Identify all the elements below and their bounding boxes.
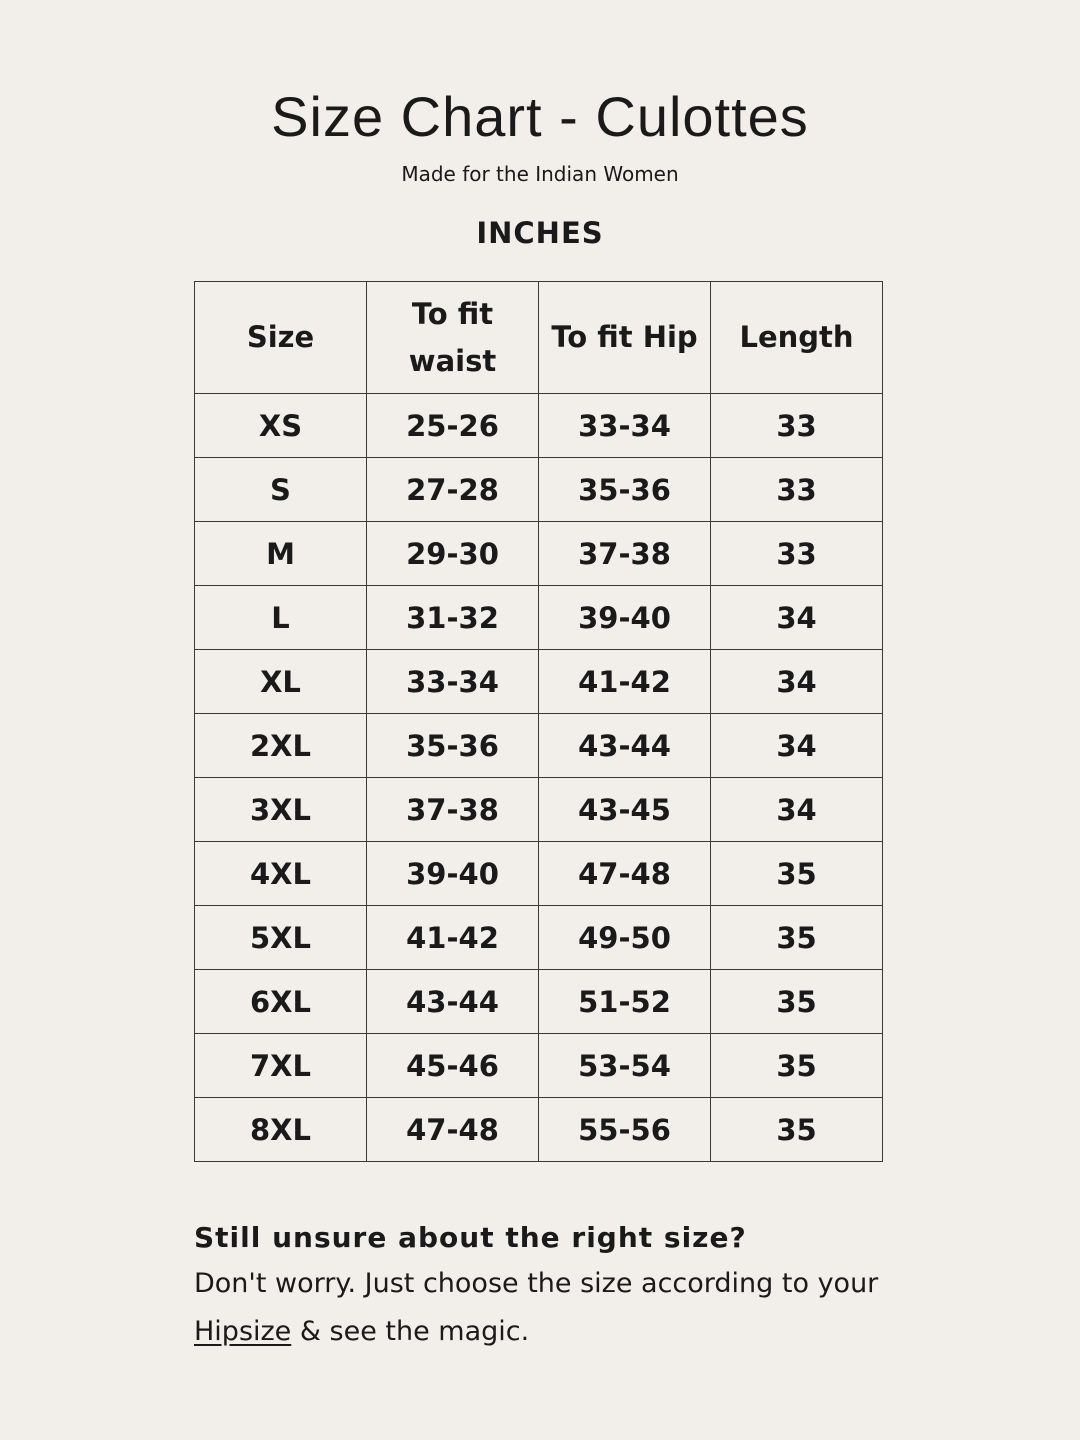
cell-size: S — [195, 458, 367, 522]
cell-waist: 37-38 — [367, 778, 539, 842]
cell-waist: 29-30 — [367, 522, 539, 586]
cell-size: M — [195, 522, 367, 586]
table-row — [195, 714, 883, 778]
table-row — [195, 1034, 883, 1098]
cell-waist: 33-34 — [367, 650, 539, 714]
cell-size: 5XL — [195, 906, 367, 970]
table-header-row — [195, 282, 883, 394]
table-row — [195, 1098, 883, 1162]
size-chart-table — [194, 281, 883, 1162]
cell-hip: 33-34 — [539, 394, 711, 458]
note-body-prefix: Don't worry. Just choose the size according to your — [194, 1268, 879, 1299]
table-row — [195, 650, 883, 714]
cell-length: 35 — [711, 842, 883, 906]
column-header-waist: To fit waist — [367, 282, 539, 394]
cell-length: 33 — [711, 458, 883, 522]
table-row — [195, 906, 883, 970]
cell-hip: 47-48 — [539, 842, 711, 906]
cell-hip: 41-42 — [539, 650, 711, 714]
table-row — [195, 778, 883, 842]
cell-hip: 39-40 — [539, 586, 711, 650]
column-header-length: Length — [711, 282, 883, 394]
cell-hip: 37-38 — [539, 522, 711, 586]
cell-waist: 25-26 — [367, 394, 539, 458]
note-body-suffix: & see the magic. — [291, 1316, 530, 1347]
cell-size: 7XL — [195, 1034, 367, 1098]
table-row — [195, 458, 883, 522]
size-help-note — [194, 1218, 914, 1356]
cell-hip: 55-56 — [539, 1098, 711, 1162]
page-subtitle: Made for the Indian Women — [401, 162, 679, 186]
hipsize-link[interactable]: Hipsize — [194, 1316, 292, 1347]
cell-length: 35 — [711, 970, 883, 1034]
table-row — [195, 586, 883, 650]
cell-waist: 39-40 — [367, 842, 539, 906]
column-header-hip: To fit Hip — [539, 282, 711, 394]
table-row — [195, 970, 883, 1034]
cell-size: 6XL — [195, 970, 367, 1034]
cell-hip: 49-50 — [539, 906, 711, 970]
cell-size: 8XL — [195, 1098, 367, 1162]
cell-length: 34 — [711, 650, 883, 714]
cell-waist: 41-42 — [367, 906, 539, 970]
cell-length: 35 — [711, 1098, 883, 1162]
page-title: Size Chart - Culottes — [271, 85, 809, 148]
cell-size: XL — [195, 650, 367, 714]
cell-hip: 43-44 — [539, 714, 711, 778]
cell-length: 33 — [711, 394, 883, 458]
cell-waist: 47-48 — [367, 1098, 539, 1162]
cell-size: L — [195, 586, 367, 650]
note-body — [194, 1260, 894, 1356]
note-heading: Still unsure about the right size? — [194, 1221, 747, 1254]
cell-hip: 35-36 — [539, 458, 711, 522]
cell-length: 35 — [711, 906, 883, 970]
column-header-size: Size — [195, 282, 367, 394]
cell-hip: 51-52 — [539, 970, 711, 1034]
cell-size: 2XL — [195, 714, 367, 778]
cell-hip: 53-54 — [539, 1034, 711, 1098]
cell-size: 4XL — [195, 842, 367, 906]
cell-waist: 27-28 — [367, 458, 539, 522]
cell-length: 33 — [711, 522, 883, 586]
table-row — [195, 842, 883, 906]
cell-waist: 35-36 — [367, 714, 539, 778]
cell-length: 34 — [711, 778, 883, 842]
cell-waist: 43-44 — [367, 970, 539, 1034]
cell-size: XS — [195, 394, 367, 458]
cell-length: 34 — [711, 714, 883, 778]
cell-size: 3XL — [195, 778, 367, 842]
cell-length: 35 — [711, 1034, 883, 1098]
table-row — [195, 394, 883, 458]
unit-label: INCHES — [476, 216, 604, 250]
cell-waist: 45-46 — [367, 1034, 539, 1098]
cell-hip: 43-45 — [539, 778, 711, 842]
cell-length: 34 — [711, 586, 883, 650]
cell-waist: 31-32 — [367, 586, 539, 650]
table-row — [195, 522, 883, 586]
